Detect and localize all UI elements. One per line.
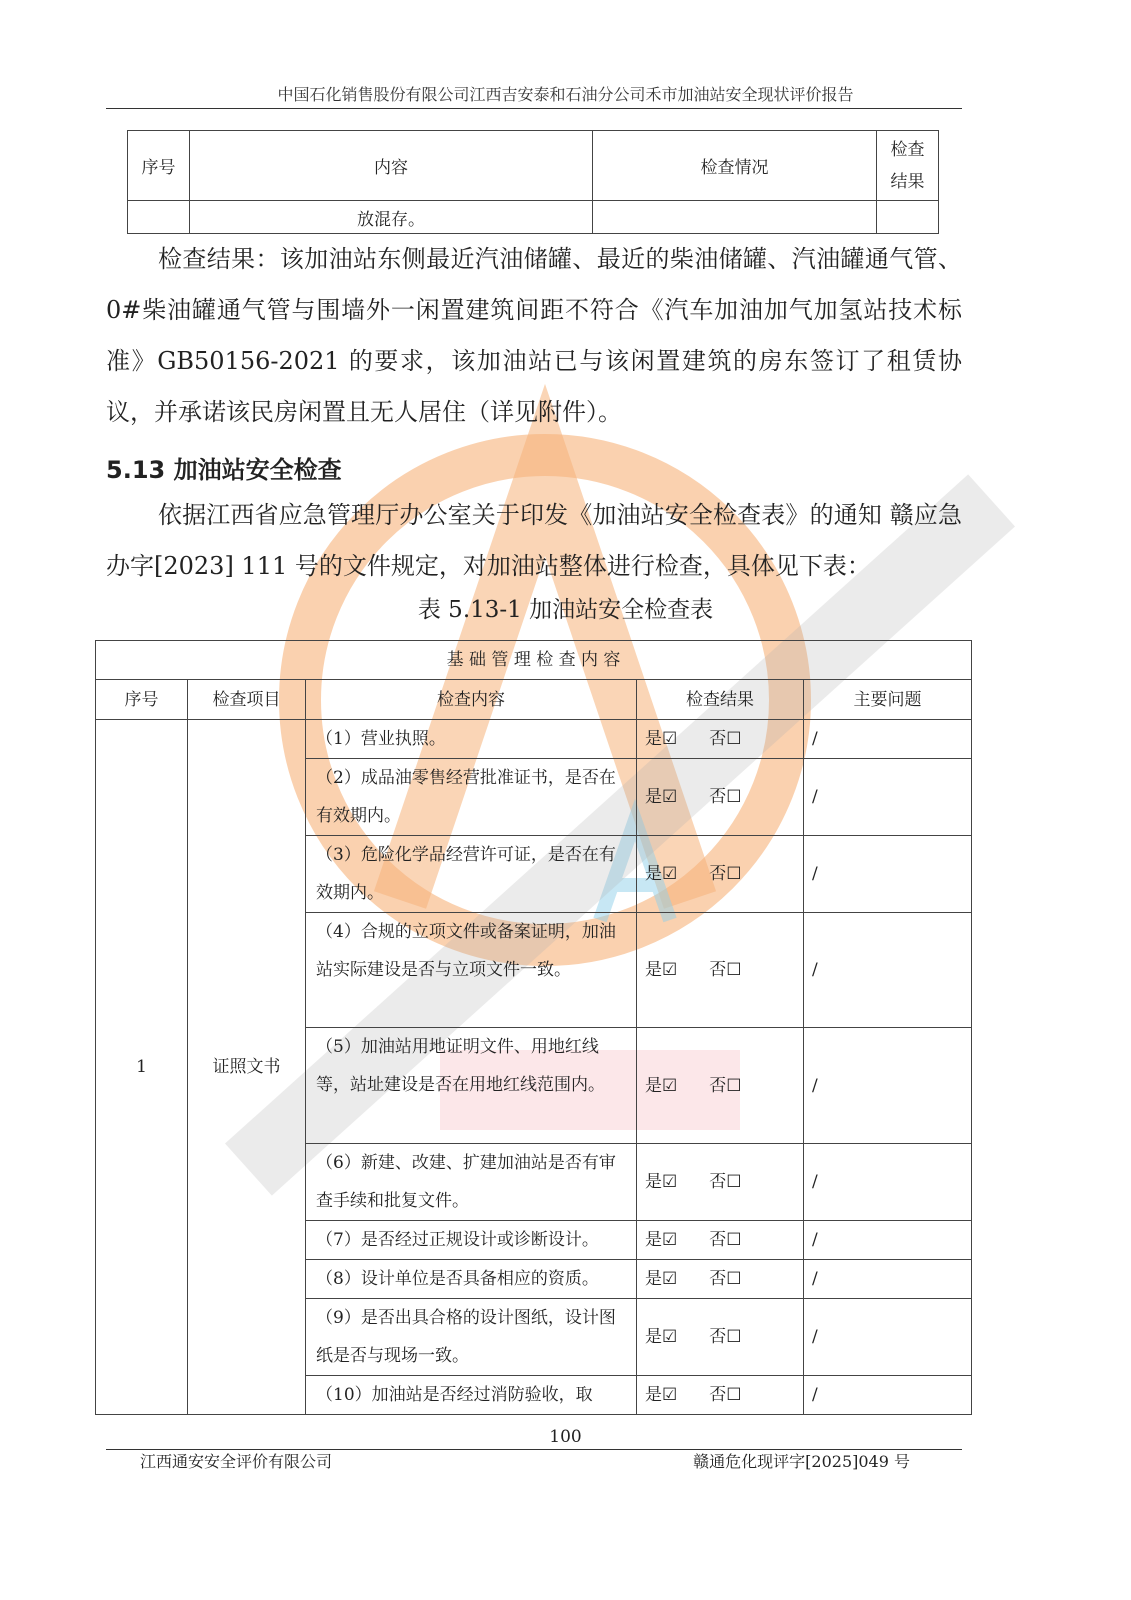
check-content: （10）加油站是否经过消防验收，取 xyxy=(306,1376,637,1415)
main-problem: / xyxy=(804,1221,972,1260)
col-header-content: 内容 xyxy=(190,131,593,201)
cell xyxy=(877,201,939,234)
check-content: （3）危险化学品经营许可证，是否在有效期内。 xyxy=(306,836,637,913)
check-result xyxy=(637,1376,804,1415)
main-problem: / xyxy=(804,720,972,759)
main-problem: / xyxy=(804,1299,972,1376)
main-problem: / xyxy=(804,1376,972,1415)
col-header-no: 序号 xyxy=(128,131,190,201)
no-checkbox[interactable]: 否☐ xyxy=(709,787,742,807)
no-checkbox[interactable]: 否☐ xyxy=(709,960,742,980)
no-checkbox[interactable]: 否☐ xyxy=(709,1230,742,1250)
footer xyxy=(140,1450,910,1474)
safety-check-table xyxy=(95,640,972,1415)
check-result xyxy=(637,836,804,913)
yes-checkbox[interactable]: 是☑ xyxy=(645,864,678,884)
check-content: （8）设计单位是否具备相应的资质。 xyxy=(306,1260,637,1299)
paragraph-text: 检查结果：该加油站东侧最近汽油储罐、最近的柴油储罐、汽油罐通气管、0#柴油罐通气管与围墙外一闲置建筑间距不符合《汽车加油加气加氢站技术标准》GB50156-2021 的要求，该加油站已与该闲置建筑的房东签订了租赁协议，并承诺该民房闲置且无人居住（详见附件）。 xyxy=(106,245,962,426)
check-result xyxy=(637,1260,804,1299)
header-divider xyxy=(106,108,962,109)
col-header-problem: 主要问题 xyxy=(804,680,972,720)
main-problem: / xyxy=(804,1028,972,1144)
yes-checkbox[interactable]: 是☑ xyxy=(645,729,678,749)
no-checkbox[interactable]: 否☐ xyxy=(709,1075,742,1096)
no-checkbox[interactable]: 否☐ xyxy=(709,1385,742,1405)
col-header-item: 检查项目 xyxy=(188,680,306,720)
group-item: 证照文书 xyxy=(188,720,306,1415)
section-heading: 5.13 加油站安全检查 xyxy=(106,456,342,484)
yes-checkbox[interactable]: 是☑ xyxy=(645,1269,678,1289)
paragraph-check-result xyxy=(106,234,962,438)
check-content: （2）成品油零售经营批准证书，是否在有效期内。 xyxy=(306,759,637,836)
previous-table-continuation xyxy=(127,130,939,234)
running-header: 中国石化销售股份有限公司江西吉安泰和石油分公司禾市加油站安全现状评价报告 xyxy=(277,85,854,104)
col-header-no: 序号 xyxy=(96,680,188,720)
check-result xyxy=(637,759,804,836)
no-checkbox[interactable]: 否☐ xyxy=(709,864,742,884)
col-header-status: 检查情况 xyxy=(593,131,877,201)
table-caption: 表 5.13-1 加油站安全检查表 xyxy=(417,597,714,623)
yes-checkbox[interactable]: 是☑ xyxy=(645,1327,678,1347)
no-checkbox[interactable]: 否☐ xyxy=(709,1269,742,1289)
yes-checkbox[interactable]: 是☑ xyxy=(645,1230,678,1250)
paragraph-text: 依据江西省应急管理厅办公室关于印发《加油站安全检查表》的通知 赣应急办字[2023] 111 号的文件规定，对加油站整体进行检查，具体见下表： xyxy=(106,501,962,580)
page-number: 100 xyxy=(549,1427,582,1447)
cell: 放混存。 xyxy=(190,201,593,234)
check-result xyxy=(637,1221,804,1260)
col-header-result: 检查结果 xyxy=(637,680,804,720)
main-problem: / xyxy=(804,1260,972,1299)
check-result xyxy=(637,720,804,759)
check-content: （5）加油站用地证明文件、用地红线等，站址建设是否在用地红线范围内。 xyxy=(306,1028,637,1144)
check-content: （6）新建、改建、扩建加油站是否有审查手续和批复文件。 xyxy=(306,1144,637,1221)
check-content: （9）是否出具合格的设计图纸，设计图纸是否与现场一致。 xyxy=(306,1299,637,1376)
no-checkbox[interactable]: 否☐ xyxy=(709,729,742,749)
no-checkbox[interactable]: 否☐ xyxy=(709,1327,742,1347)
main-problem: / xyxy=(804,913,972,1028)
cell xyxy=(128,201,190,234)
check-result xyxy=(637,1028,804,1144)
main-problem: / xyxy=(804,1144,972,1221)
yes-checkbox[interactable]: 是☑ xyxy=(645,960,678,980)
col-header-result: 检查 结果 xyxy=(877,131,939,201)
table-title: 基 础 管 理 检 查 内 容 xyxy=(96,641,972,680)
check-content: （1）营业执照。 xyxy=(306,720,637,759)
check-content: （4）合规的立项文件或备案证明，加油站实际建设是否与立项文件一致。 xyxy=(306,913,637,1028)
table-row xyxy=(96,720,972,759)
no-checkbox[interactable]: 否☐ xyxy=(709,1172,742,1192)
yes-checkbox[interactable]: 是☑ xyxy=(645,1172,678,1192)
footer-company: 江西通安安全评价有限公司 xyxy=(140,1452,333,1471)
check-result xyxy=(637,1299,804,1376)
yes-checkbox[interactable]: 是☑ xyxy=(645,1385,678,1405)
check-content: （7）是否经过正规设计或诊断设计。 xyxy=(306,1221,637,1260)
check-result xyxy=(637,913,804,1028)
footer-doc-number: 赣通危化现评字[2025]049 号 xyxy=(693,1452,910,1471)
col-header-content: 检查内容 xyxy=(306,680,637,720)
cell xyxy=(593,201,877,234)
yes-checkbox[interactable]: 是☑ xyxy=(645,787,678,807)
paragraph-basis xyxy=(106,490,962,592)
check-result xyxy=(637,1144,804,1221)
main-problem: / xyxy=(804,836,972,913)
yes-checkbox[interactable]: 是☑ xyxy=(645,1075,678,1096)
group-no: 1 xyxy=(96,720,188,1415)
main-problem: / xyxy=(804,759,972,836)
